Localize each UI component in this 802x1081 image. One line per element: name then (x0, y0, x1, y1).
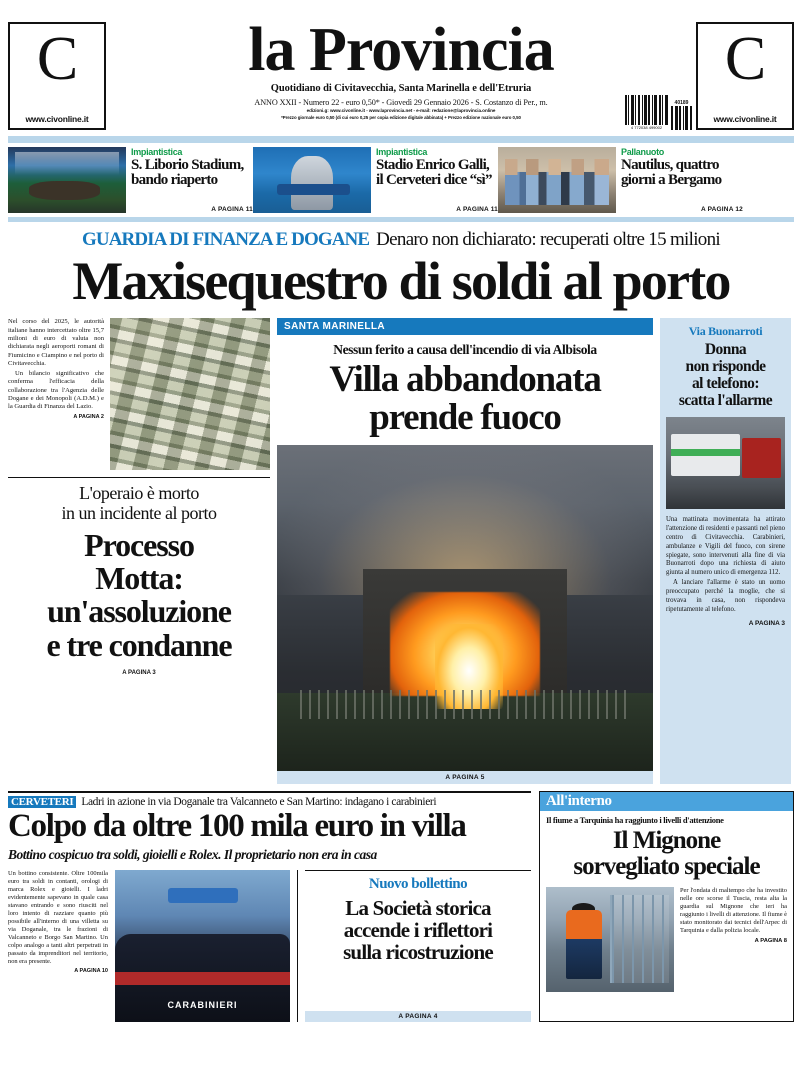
masthead-issue-line: ANNO XXII - Numero 22 - euro 0,50* - Giovedì 29 Gennaio 2026 - S. Costanzo di Per., m. (254, 97, 548, 107)
promo-headline-2-l2: il Cerveteri dice “sì” (376, 172, 492, 189)
promo-text-3 (621, 147, 743, 213)
river-monitoring-photo-icon (546, 887, 674, 992)
promo-item-2[interactable] (253, 147, 498, 213)
right-story-body (666, 516, 785, 615)
barcode-number: 40189 (674, 100, 689, 106)
center-story-kicker: Nessun ferito a causa dell'incendio di via Albisola (333, 342, 597, 358)
promo-headline-1-l1: S. Liborio Stadium, (131, 157, 244, 173)
left-story-headline-l2: Motta: (95, 560, 183, 597)
masthead-web-line: edizioni.g: www.civonline.it - www.laprovincia.net - e-mail: redazione@laprovincia.online (306, 108, 496, 114)
left-story-kicker (8, 484, 270, 523)
divider-blue-promo (8, 217, 794, 222)
lead-headline[interactable]: Maxisequestro di soldi al porto (72, 251, 730, 311)
section-badge-cerveteri: CERVETERI (8, 796, 76, 808)
left-story-page-ref: A PAGINA 3 (122, 670, 156, 677)
allinterno-box (539, 791, 794, 1022)
firetruck-shape (742, 438, 781, 478)
left-story-headline-l3: un'assoluzione (47, 593, 231, 630)
masthead-subtitle: Quotidiano di Civitavecchia, Santa Marinella e dell'Etruria (270, 82, 532, 94)
right-story-headline-l3: al telefono: (691, 375, 759, 393)
worker-figure (566, 910, 602, 979)
nautilus-team-photo-icon (498, 147, 616, 213)
promo-headline-1-l2: bando riaperto (131, 172, 218, 189)
cerveteri-deck: Bottino cospicuo tra soldi, gioielli e Rolex. Il proprietario non era in casa (8, 846, 377, 862)
right-story-headline[interactable] (666, 341, 785, 409)
barcode-main (625, 95, 668, 130)
promo-kicker-1: Impiantistica (131, 147, 183, 157)
promo-headline-1[interactable] (131, 158, 253, 189)
center-column (277, 318, 653, 784)
allinterno-headline[interactable] (540, 828, 793, 881)
logo-letter-left: C (36, 25, 78, 93)
cerveteri-brief-text (8, 870, 108, 1022)
bollettino-headline-l2: accende i riflettori (343, 917, 493, 942)
allinterno-brief-text (680, 887, 787, 992)
left-story[interactable] (8, 484, 270, 676)
cerveteri-story (8, 791, 531, 1022)
barcode-bars-secondary (671, 106, 692, 130)
promo-page-2: A PAGINA 11 (456, 206, 498, 213)
lead-page-ref: A PAGINA 2 (73, 413, 104, 420)
cerveteri-kicker-row (8, 791, 531, 808)
promo-kicker-2: Impiantistica (376, 147, 428, 157)
center-story-headline-l2: prende fuoco (369, 397, 561, 439)
cerveteri-body-p1: Un bottino consistente. Oltre 100mila euro tra soldi in contanti, orologi di marca Rolex e gioielli. I ladri evidentemente sapevano in quale casa stavano entrando e sono riusciti nel loro intento di razziare quanto più possibile all'interno di una villetta su via Doganale, tra le frazioni di Valcanneto e Borgo San Martino. Un colpo analogo a tanti altri perpetrati in passato da imprenditori nel territorio, non era presente. (8, 869, 108, 966)
center-story-headline-l1: Villa abbandonata (329, 359, 601, 401)
lead-kicker-row (8, 229, 794, 252)
car-stripe (115, 972, 290, 986)
barcode-secondary (671, 100, 692, 130)
allinterno-page-ref: A PAGINA 8 (754, 938, 787, 945)
right-story-body-p2: A lanciare l'allarme è stato un uomo preoccupato perché la moglie, che si trovava in casa, non rispondeva ripetutamente al telefono. (666, 579, 785, 613)
promo-item-1[interactable] (8, 147, 253, 213)
divider-left-column (8, 477, 270, 478)
left-column (8, 318, 270, 784)
promo-page-1: A PAGINA 11 (211, 206, 253, 213)
cerveteri-body-row (8, 870, 531, 1022)
promo-headline-3-l2: giorni a Bergamo (621, 172, 722, 189)
section-badge-santa-marinella: SANTA MARINELLA (277, 318, 653, 335)
bollettino-divider (305, 870, 531, 871)
stadium-photo-icon (8, 147, 126, 213)
bollettino-page-ref: A PAGINA 4 (305, 1011, 531, 1022)
logo-url-right[interactable]: www.civonline.it (713, 114, 777, 124)
center-story-page-ref: A PAGINA 5 (277, 771, 653, 784)
fence-shape (610, 895, 669, 983)
left-story-headline-l4: e tre condanne (46, 626, 232, 663)
logo-left[interactable] (8, 22, 106, 130)
center-story-headline[interactable] (277, 361, 653, 437)
allinterno-headline-l1: Il Mignone (612, 827, 721, 855)
divider-blue-top (8, 136, 794, 143)
bollettino-story[interactable] (297, 870, 531, 1022)
promo-headline-2-l1: Stadio Enrico Galli, (376, 157, 490, 173)
ambulance-stripe (671, 449, 740, 456)
barcode-area (625, 95, 692, 130)
logo-right[interactable] (696, 22, 794, 130)
carabinieri-car-photo-icon (115, 870, 290, 1022)
main-content-grid (8, 318, 794, 784)
promo-headline-2[interactable] (376, 158, 498, 189)
burning-villa-photo-icon (277, 445, 653, 771)
right-story-page-ref: A PAGINA 3 (748, 620, 785, 628)
promo-strip (8, 147, 794, 213)
promo-page-3: A PAGINA 12 (700, 206, 743, 213)
right-story-kicker: Via Buonarroti (688, 324, 763, 339)
bollettino-headline[interactable] (305, 897, 531, 964)
road-layer (666, 485, 785, 509)
allinterno-body-row (540, 881, 793, 997)
bollettino-headline-l1: La Società storica (345, 895, 491, 920)
masthead-title-block (106, 18, 696, 132)
promo-headline-3-l1: Nautilus, quattro (621, 157, 719, 173)
promo-item-3[interactable] (498, 147, 743, 213)
bollettino-headline-l3: sulla ricostruzione (343, 940, 493, 965)
promo-text-1 (131, 147, 253, 213)
allinterno-headline-l2: sorvegliato speciale (573, 853, 760, 881)
lead-brief-text (8, 318, 104, 470)
lead-kicker: GUARDIA DI FINANZA E DOGANE (82, 229, 370, 250)
promo-headline-3[interactable] (621, 158, 743, 189)
left-story-headline-l1: Processo (84, 526, 194, 563)
right-story-headline-l2: non risponde (685, 358, 766, 376)
right-story-body-p1: Una mattinata movimentata ha attirato l'attenzione di residenti e passanti nel pieno centro di Civitavecchia. Carabinieri, ambulanze e Vigili del fuoco, con sirene spiegate, sono intervenuti alla fine di via Buonarroti dopo una richiesta di aiuto giunta al numero unico di emergenza 112. (666, 516, 785, 577)
promo-kicker-3: Pallanuoto (621, 147, 665, 157)
bollettino-kicker: Nuovo bollettino (368, 875, 468, 892)
cerveteri-headline[interactable]: Colpo da oltre 100 mila euro in villa (8, 808, 466, 845)
logo-url-left[interactable]: www.civonline.it (25, 114, 89, 124)
carabinieri-label: CARABINIERI (167, 999, 238, 1010)
cerveteri-presentation-photo-icon (253, 147, 371, 213)
lead-brief-p1: Nel corso del 2025, le autorità italiane hanno intercettato oltre 15,7 milioni di euro di valuta non dichiarata negli aeroporti romani di Fiumicino e Ciampino e nel porto di Civitavecchia. (8, 318, 104, 368)
right-column (660, 318, 791, 784)
barcode-digits: 4 772038 499002 (630, 125, 663, 130)
page-title: la Provincia (248, 16, 554, 84)
lower-section (8, 791, 794, 1022)
promo-text-2 (376, 147, 498, 213)
cerveteri-kicker: Ladri in azione in via Doganale tra Valcanneto e San Martino: indagano i carabinieri (81, 796, 437, 809)
allinterno-bar-label: All'interno (540, 792, 793, 811)
left-story-kicker-l1: L'operaio è morto (79, 483, 199, 504)
right-story-headline-l4: scatta l'allarme (678, 392, 773, 410)
car-lightbar (168, 888, 238, 903)
barcode-bars (625, 95, 668, 125)
ambulance-firetruck-photo-icon (666, 417, 785, 509)
masthead (8, 0, 794, 132)
cerveteri-page-ref: A PAGINA 10 (74, 968, 108, 975)
lead-body-row (8, 318, 270, 470)
left-story-kicker-l2: in un incidente al porto (61, 502, 217, 523)
allinterno-body: Per l'ondata di maltempo che ha investito nelle ore scorse il Tuscia, resta alta la guardia sul Mignone che ieri ha raggiunto i livelli di attenzione. Il fiume è stato monitorato dai tecnici dell'Arpec di Tarquinia e dalla polizia locale. (680, 886, 787, 935)
lead-brief-p2: Un bilancio significativo che conferma l'efficacia della collaborazione tra l'Agenzia delle Dogane e dei Monopoli (A.D.M.) e la Guardia di Finanza del Lazio. (8, 369, 104, 411)
seized-banknotes-photo-icon (110, 318, 270, 470)
logo-letter-right: C (724, 25, 766, 93)
left-story-headline[interactable] (8, 526, 270, 663)
masthead-price-line: *Prezzo giornale euro 0,50 (di cui euro 0,25 per copia edizione digitale abbinata) + Prezzo edizione nazionale euro 0,50 (281, 114, 521, 120)
right-story-headline-l1: Donna (704, 341, 747, 359)
lead-subkicker: Denaro non dichiarato: recuperati oltre 15 milioni (376, 229, 720, 250)
fence-layer (300, 690, 631, 719)
allinterno-kicker: Il fiume a Tarquinia ha raggiunto i livelli d'attenzione (546, 815, 724, 826)
